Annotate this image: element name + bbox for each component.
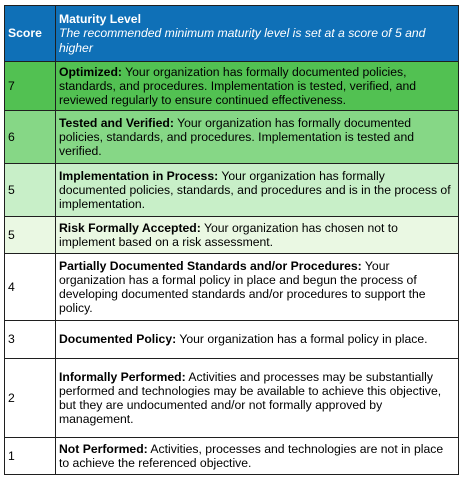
level-description: Your organization has formally documented policies, standards, and procedures. Implementation is tested and verified.: [59, 115, 414, 159]
description-cell: [56, 111, 459, 164]
maturity-row: [5, 164, 459, 217]
score-cell: 4: [5, 254, 56, 321]
score-cell: 5: [5, 217, 56, 254]
description-cell: [56, 359, 459, 438]
level-description: Your organization has a formal policy in place and begun the process of developing documented standards and/or procedures to support the policy.: [59, 258, 426, 316]
description-cell: [56, 217, 459, 254]
level-description: Activities and processes may be substantially performed and technologies may be available to achieve this objective, but they are undocumented and/or not formally approved by management.: [59, 369, 442, 427]
score-cell: 6: [5, 111, 56, 164]
score-column-header: Score: [5, 6, 56, 62]
level-term: Tested and Verified:: [59, 115, 174, 130]
maturity-table: [4, 5, 459, 475]
description-cell: [56, 164, 459, 217]
maturity-row: [5, 254, 459, 321]
maturity-level-subtitle: The recommended minimum maturity level is set at a score of 5 and higher: [59, 26, 426, 55]
level-term: Optimized:: [59, 64, 122, 79]
level-description: Your organization has chosen not to implement based on a risk assessment.: [59, 220, 398, 249]
description-cell: [56, 438, 459, 475]
level-description: Your organization has formally documented policies, standards, and procedures and is in the process of implementation.: [59, 168, 451, 212]
description-cell: [56, 254, 459, 321]
maturity-row: [5, 217, 459, 254]
level-description: Your organization has formally documented policies, standards, and procedures. Implementation is tested, verified, and reviewed regularly to ensure continued effectiveness.: [59, 64, 417, 108]
score-cell: 1: [5, 438, 56, 475]
level-term: Implementation in Process:: [59, 168, 219, 183]
maturity-row: [5, 111, 459, 164]
description-cell: [56, 62, 459, 111]
level-description: Activities, processes and technologies are not in place to achieve the referenced objective.: [59, 441, 444, 470]
level-term: Risk Formally Accepted:: [59, 220, 201, 235]
level-term: Partially Documented Standards and/or Procedures:: [59, 258, 362, 273]
score-cell: 2: [5, 359, 56, 438]
maturity-row: [5, 321, 459, 359]
maturity-row: [5, 359, 459, 438]
level-description: Your organization has a formal policy in place.: [176, 332, 428, 347]
description-cell: [56, 321, 459, 359]
level-term: Not Performed:: [59, 441, 148, 456]
score-cell: 3: [5, 321, 56, 359]
score-cell: 7: [5, 62, 56, 111]
level-term: Informally Performed:: [59, 369, 186, 384]
score-cell: 5: [5, 164, 56, 217]
level-term: Documented Policy:: [59, 332, 177, 347]
header-row: [5, 6, 459, 62]
maturity-row: [5, 438, 459, 475]
maturity-level-column-header: [56, 6, 459, 62]
maturity-row: [5, 62, 459, 111]
maturity-level-title: Maturity Level: [59, 12, 141, 27]
